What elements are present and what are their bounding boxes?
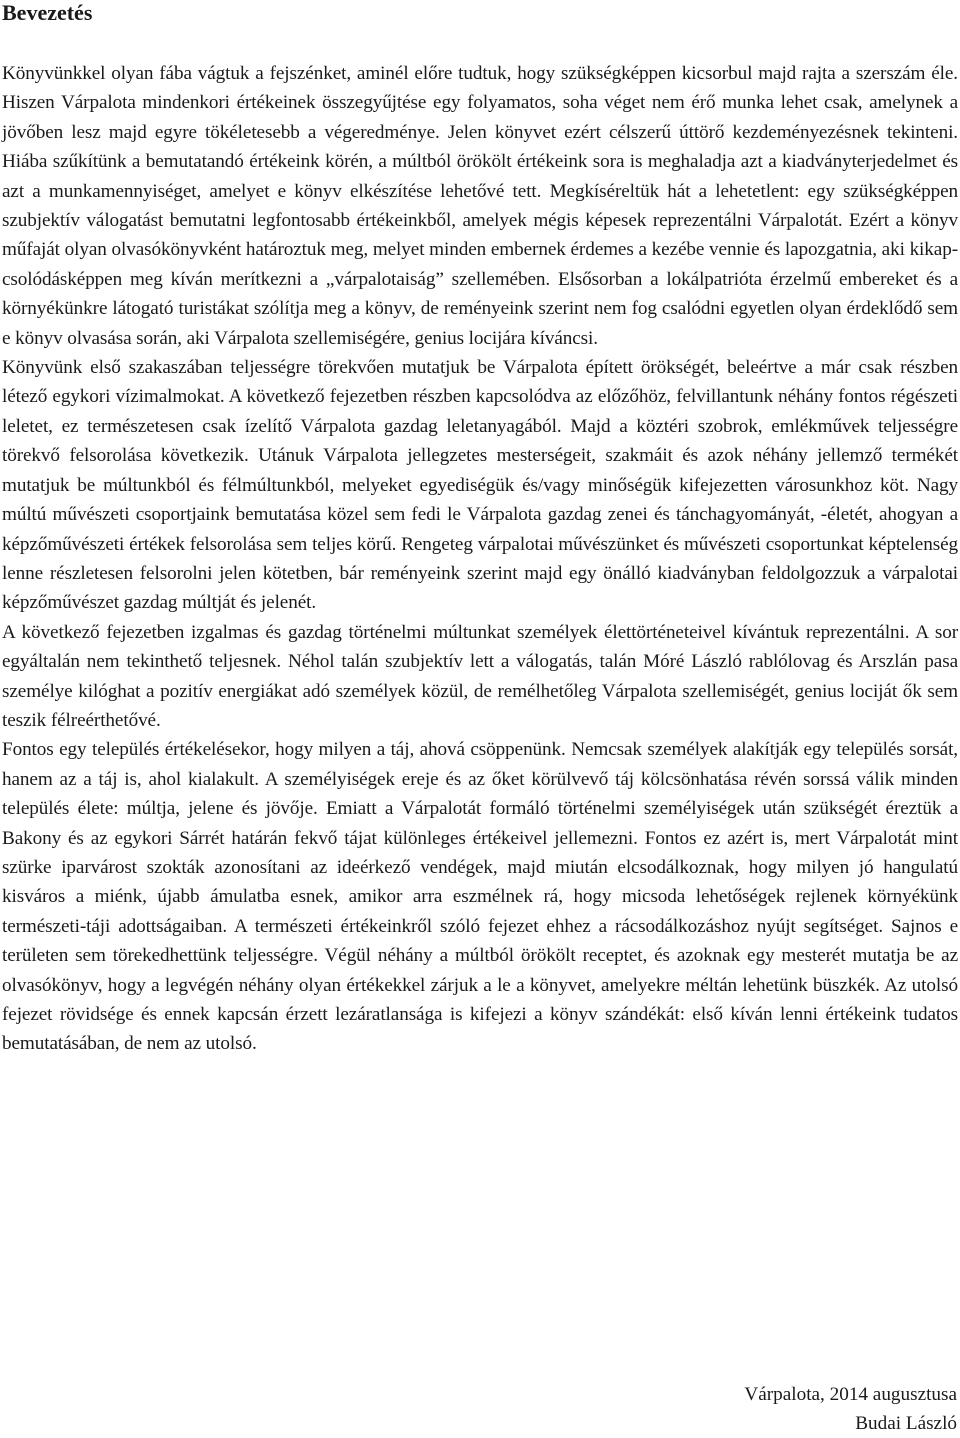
paragraph-4: Fontos egy település értékelésekor, hogy milyen a táj, ahová csöppenünk. Nemcsak személyek alakítják egy település sorsát, hanem az a táj is, ahol kialakult. A személyiségek ereje és az őket körülvevő táj kölcsönhatása révén sorssá válik minden település élete: múltja, jelene és jövője. Emiatt a Várpalotát formáló történelmi személyiségek után szükségét éreztük a Bakony és az egykori Sárrét határán fekvő tájat különleges értékeivel jellemezni. Fontos ez azért is, mert Várpalotát mint szürke iparvárost szokták azonosítani az ideérkező vendégek, majd miután elcsodálkoznak, hogy milyen jó hangulatú kisváros a miénk, újabb ámulatba esnek, amikor arra eszmélnek rá, hogy micsoda lehetőségek rejlenek környékünk természeti-táji adottságaiban. A természeti értékeinkről szóló fejezet ehhez a rácsodálkozáshoz nyújt segítséget. Sajnos e területen sem törekedhettünk teljességre. Végül néhány a múltból örökölt receptet, és azoknak egy mesterét mutatja be az olvasókönyv, hogy a legvégén néhány olyan értékekkel zárjuk a le a könyvet, amelyekre méltán lehetünk büszkék. Az utolsó fejezet rövidsége és ennek kapcsán érzett lezáratlansága is kifejezi a könyv szándékát: első kíván lenni értékeink tudatos bemutatásában, de nem az utolsó. <box>2 739 958 1055</box>
signature-place-date: Várpalota, 2014 augusztusa <box>744 1384 957 1405</box>
paragraph-1: Könyvünkkel olyan fába vágtuk a fejszénket, aminél előre tudtuk, hogy szükségképpen kicsorbul majd rajta a szerszám éle. Hiszen Várpalota mindenkori értékeinek összegyűjtése egy folyamatos, soha véget nem érő munka lehet csak, amelynek a jövőben lesz majd egyre tökéletesebb a végeredménye. Jelen könyvet ezért célszerű úttörő kezdeményezésnek tekinteni. Hiába szűkítünk a bemutatandó értékeink körén, a múltból örökölt értékeink sora is meghaladja azt a kiadványterjedelmet és azt a munkamennyiséget, amelyet e könyv elkészítése lehetővé tett. Megkíséreltük hát a lehetetlent: egy szükségképpen szubjektív válogatást bemutatni legfontosabb értékeinkből, amelyek mégis képesek reprezentálni Várpalotát. Ezért a könyv műfaját olyan olvasókönyvként határoztuk meg, melyet minden embernek érdemes a kezébe vennie és lapozgatnia, aki kikap-csolódásképpen meg kíván merítkezni a „várpalotaiság” szellemében. Elsősorban a lokálpatrióta érzelmű embereket és a környékünkre látogató turistákat szólítja meg a könyv, de reményeink szerint nem fog csalódni egyetlen olyan érdeklődő sem e könyv olvasása során, aki Várpalota szellemiségére, genius locijára kíváncsi. <box>2 63 958 349</box>
signature-author: Budai László <box>855 1413 957 1434</box>
chapter-heading: Bevezetés <box>2 0 93 25</box>
body-text <box>2 59 958 1059</box>
paragraph-2: Könyvünk első szakaszában teljességre törekvően mutatjuk be Várpalota épített örökségét, beleértve a már csak részben létező egykori vízimalmokat. A következő fejezetben részben kapcsolódva az előzőhöz, felvillantunk néhány fontos régészeti leletet, ez természetesen csak ízelítő Várpalota gazdag leletanyagából. Majd a köztéri szobrok, emlékművek teljességre törekvő felsorolása következik. Utánuk Várpalota jellegzetes mesterségeit, szakmáit és azok néhány jellemző termékét mutatjuk be múltunkból és félmúltunkból, melyeket egyediségük és/vagy minőségük kifejezetten városunkhoz köt. Nagy múltú művészeti csoportjaink bemutatása közel sem fedi le Várpalota gazdag zenei és tánchagyományát, -életét, ahogyan a képzőművészeti értékek felsorolása sem teljes körű. Rengeteg várpalotai művészünket és művészeti csoportunkat képtelenség lenne részletesen felsorolni jelen kötetben, bár reményeink szerint majd egy önálló kiadványban feldolgozzuk a várpalotai képzőművészet gazdag múltját és jelenét. <box>2 357 958 614</box>
paragraph-3: A következő fejezetben izgalmas és gazdag történelmi múltunkat személyek élettörténeteivel kívántuk reprezentálni. A sor egyáltalán nem tekinthető teljesnek. Néhol talán szubjektív lett a válogatás, talán Móré László rablólovag és Arszlán pasa személye kilóghat a pozitív energiákat adó személyek közül, de remélhetőleg Várpalota szellemiségét, genius lociját ők sem teszik félreérthetővé. <box>2 621 958 731</box>
signature-block <box>744 1380 957 1438</box>
